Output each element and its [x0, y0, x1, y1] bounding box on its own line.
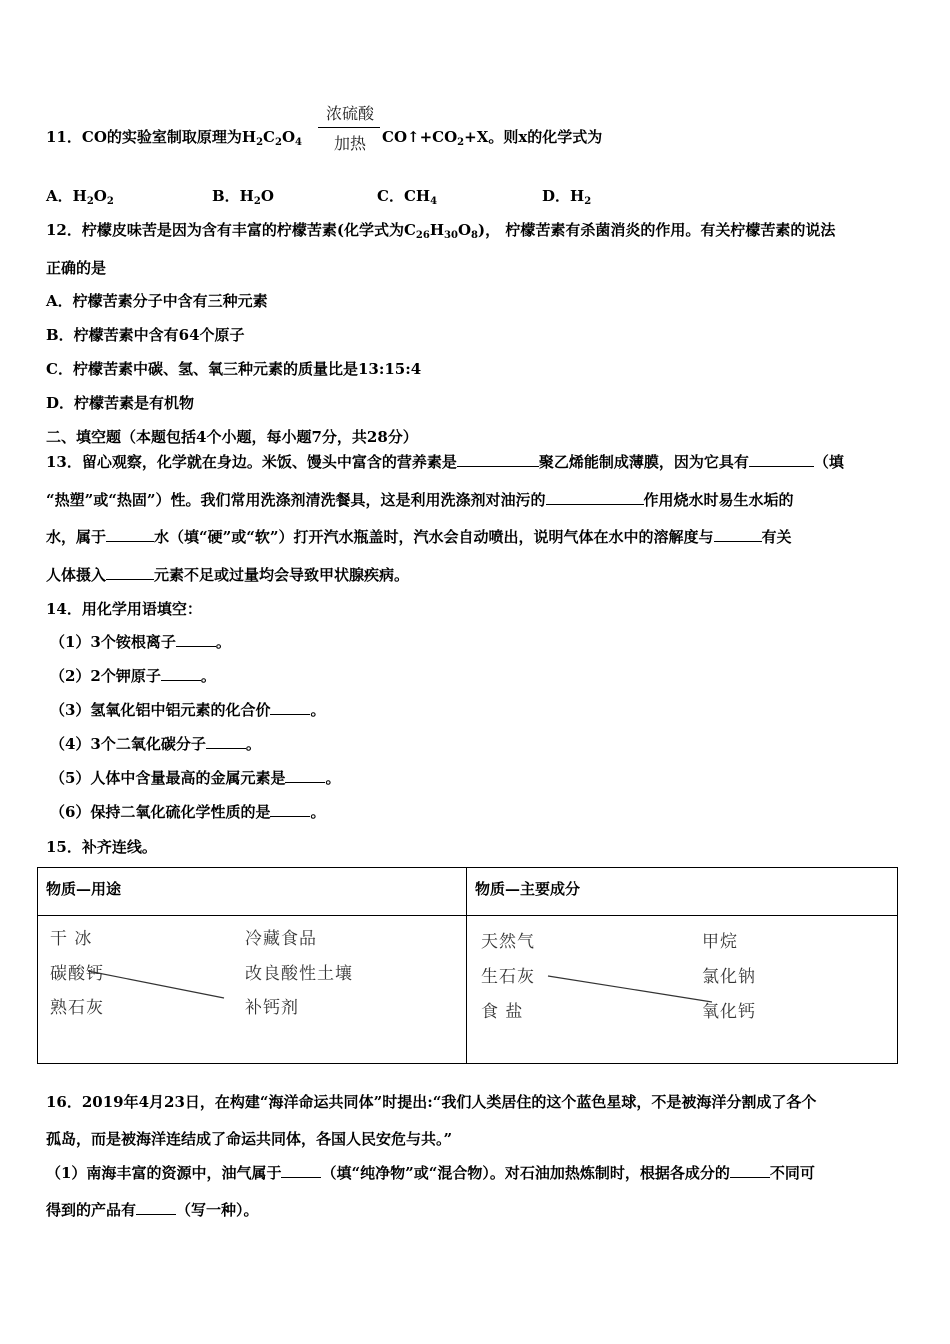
right-component-1[interactable]: 甲烷: [702, 932, 738, 952]
left-use-3[interactable]: 补钙剂: [245, 998, 299, 1018]
reaction-arrow-bar: [318, 127, 380, 128]
q16-blank-3[interactable]: [136, 1200, 176, 1215]
q12-option-d[interactable]: D．柠檬苦素是有机物: [46, 394, 195, 412]
right-header: 物质—主要成分: [475, 880, 581, 898]
q11-stem-cont: $CO↑+CO_2+X$。则x的化学式为: [382, 128, 603, 148]
q11-option-a[interactable]: A．$H_2O_2$: [46, 187, 114, 207]
q14-blank-6[interactable]: [270, 802, 310, 817]
right-substance-1[interactable]: 天然气: [481, 932, 535, 952]
q13-line3: 水，属于 水（填“硬”或“软”）打开汽水瓶盖时，汽水会自动喷出，说明气体在水中的溶解度与 有关: [46, 528, 792, 546]
right-substance-2[interactable]: 生石灰: [481, 967, 535, 987]
left-use-1[interactable]: 冷藏食品: [245, 929, 317, 949]
q14-blank-4[interactable]: [206, 734, 246, 749]
q11-option-d[interactable]: D．$H_2$: [542, 187, 592, 207]
q12-stem-line2: 正确的是: [46, 259, 107, 277]
q16-line1: 16．2019年4月23日，在构建“海洋命运共同体”时提出:“我们人类居住的这个蓝色星球，不是被海洋分割成了各个: [46, 1093, 817, 1111]
right-component-2[interactable]: 氯化钠: [702, 967, 756, 987]
q14-title: 14．用化学用语填空：: [46, 600, 202, 618]
q14-item-4: （4）3个二氧化碳分子 。: [50, 735, 261, 753]
q13-blank-4[interactable]: [106, 527, 154, 542]
q13-line2: “热塑”或“热固”）性。我们常用洗涤剂清洗餐具，这是利用洗涤剂对油污的 作用烧水时易生水垢的: [46, 491, 794, 509]
left-use-2[interactable]: 改良酸性土壤: [245, 964, 353, 984]
reaction-condition-top: 浓硫酸: [325, 104, 374, 123]
connection-lines: [38, 868, 897, 1063]
q12-option-c[interactable]: C．柠檬苦素中碳、氢、氧三种元素的质量比是13:15:4: [46, 360, 422, 378]
right-component-3[interactable]: 氧化钙: [702, 1002, 756, 1022]
matching-table: [37, 867, 898, 1064]
q14-item-6: （6）保持二氧化硫化学性质的是 。: [50, 803, 326, 821]
q14-item-5: （5）人体中含量最高的金属元素是 。: [50, 769, 341, 787]
left-substance-1[interactable]: 干 冰: [50, 929, 93, 949]
left-header: 物质—用途: [46, 880, 122, 898]
q11-stem: 11．CO的实验室制取原理为$H_2C_2O_4$: [46, 128, 302, 148]
left-substance-3[interactable]: 熟石灰: [50, 998, 104, 1018]
q13-line1: 13．留心观察，化学就在身边。米饭、馒头中富含的营养素是 聚乙烯能制成薄膜，因为它具有 （填: [46, 453, 844, 471]
q16-blank-1[interactable]: [281, 1163, 321, 1178]
q14-blank-2[interactable]: [161, 666, 201, 681]
q16-line2: 孤岛，而是被海洋连结成了命运共同体，各国人民安危与共。”: [46, 1130, 453, 1148]
right-substance-3[interactable]: 食 盐: [481, 1002, 524, 1022]
q13-line4: 人体摄入 元素不足或过量均会导致甲状腺疾病。: [46, 566, 410, 584]
q14-item-3: （3）氢氧化铝中铝元素的化合价 。: [50, 701, 326, 719]
q13-blank-6[interactable]: [106, 565, 154, 580]
q13-blank-5[interactable]: [714, 527, 762, 542]
connect-line-right: [548, 976, 712, 1002]
q14-blank-1[interactable]: [176, 632, 216, 647]
q11-option-c[interactable]: C．$CH_4$: [377, 187, 438, 207]
reaction-condition-bottom: 加热: [333, 134, 366, 153]
section-heading: 二、填空题（本题包括4个小题，每小题7分，共28分）: [46, 428, 418, 446]
q16-line3: （1）南海丰富的资源中，油气属于 （填“纯净物”或“混合物）。对石油加热炼制时，根据各成分的 不同可: [46, 1164, 815, 1182]
q13-blank-1[interactable]: [457, 452, 539, 467]
q12-option-b[interactable]: B．柠檬苦素中含有64个原子: [46, 326, 245, 344]
q14-item-2: （2）2个钾原子 。: [50, 667, 216, 685]
q12-stem: 12．柠檬皮味苦是因为含有丰富的柠檬苦素(化学式为$C_{26}H_{30}O_8$)， 柠檬苦素有杀菌消炎的作用。有关柠檬苦素的说法: [46, 221, 836, 241]
q16-blank-2[interactable]: [730, 1163, 770, 1178]
q14-item-1: （1）3个铵根离子 。: [50, 633, 231, 651]
q13-blank-3[interactable]: [546, 490, 644, 505]
connect-line-left: [88, 971, 224, 998]
q12-option-a[interactable]: A．柠檬苦素分子中含有三种元素: [46, 292, 268, 310]
q11-option-b[interactable]: B．$H_2O$: [212, 187, 274, 207]
q14-blank-3[interactable]: [270, 700, 310, 715]
q16-line4: 得到的产品有 （写一种）。: [46, 1201, 259, 1219]
q15-title: 15．补齐连线。: [46, 838, 157, 856]
left-substance-2[interactable]: 碳酸钙: [50, 964, 104, 984]
q14-blank-5[interactable]: [285, 768, 325, 783]
q13-blank-2[interactable]: [749, 452, 814, 467]
